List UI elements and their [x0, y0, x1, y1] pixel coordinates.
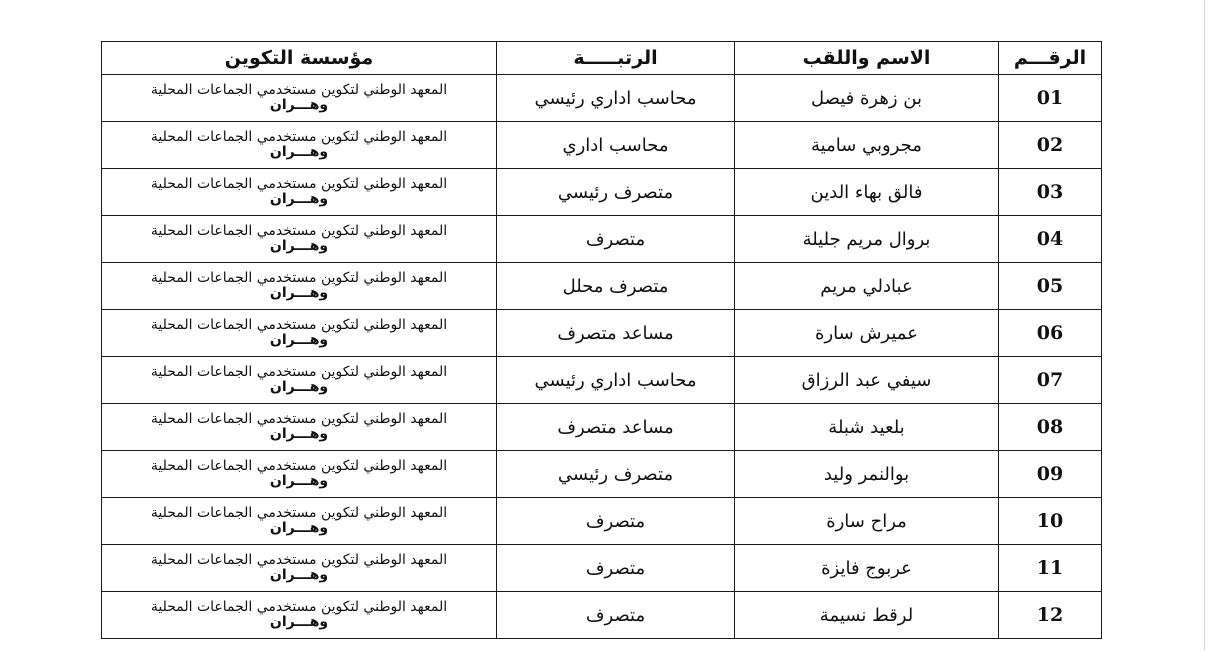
row-rank: متصرف — [497, 216, 735, 263]
institution-name: المعهد الوطني لتكوين مستخدمي الجماعات المحلية — [150, 82, 448, 99]
row-name: مجروبي سامية — [735, 122, 999, 169]
institution-name: المعهد الوطني لتكوين مستخدمي الجماعات المحلية — [150, 505, 448, 522]
row-rank: محاسب اداري رئيسي — [497, 357, 735, 404]
row-number: 01 — [999, 75, 1102, 122]
table-row — [102, 122, 1102, 169]
header-institution: مؤسسة التكوين — [102, 42, 497, 75]
row-number: 07 — [999, 357, 1102, 404]
row-institution — [102, 404, 497, 451]
table-row — [102, 357, 1102, 404]
row-rank: متصرف — [497, 592, 735, 639]
row-institution — [102, 451, 497, 498]
row-name: سيفي عبد الرزاق — [735, 357, 999, 404]
institution-city: وهـــران — [269, 426, 329, 442]
table-row — [102, 545, 1102, 592]
institution-city: وهـــران — [269, 567, 329, 583]
table-row — [102, 216, 1102, 263]
table-row — [102, 404, 1102, 451]
row-institution — [102, 169, 497, 216]
row-rank: متصرف رئيسي — [497, 451, 735, 498]
row-number: 03 — [999, 169, 1102, 216]
institution-name: المعهد الوطني لتكوين مستخدمي الجماعات المحلية — [150, 599, 448, 616]
row-rank: مساعد متصرف — [497, 404, 735, 451]
table-row — [102, 310, 1102, 357]
institution-name: المعهد الوطني لتكوين مستخدمي الجماعات المحلية — [150, 270, 448, 287]
row-name: بن زهرة فيصل — [735, 75, 999, 122]
row-number: 09 — [999, 451, 1102, 498]
row-name: بوالنمر وليد — [735, 451, 999, 498]
row-rank: محاسب اداري — [497, 122, 735, 169]
institution-city: وهـــران — [269, 144, 329, 160]
institution-city: وهـــران — [269, 379, 329, 395]
institution-name: المعهد الوطني لتكوين مستخدمي الجماعات المحلية — [150, 129, 448, 146]
header-number: الرقـــم — [999, 42, 1102, 75]
row-name: بلعيد شبلة — [735, 404, 999, 451]
row-institution — [102, 216, 497, 263]
trainees-table — [101, 41, 1102, 639]
row-name: بروال مريم جليلة — [735, 216, 999, 263]
row-number: 04 — [999, 216, 1102, 263]
institution-city: وهـــران — [269, 614, 329, 630]
row-name: عميرش سارة — [735, 310, 999, 357]
row-institution — [102, 75, 497, 122]
row-number: 05 — [999, 263, 1102, 310]
table-row — [102, 75, 1102, 122]
row-rank: متصرف محلل — [497, 263, 735, 310]
row-name: مراح سارة — [735, 498, 999, 545]
header-name: الاسم واللقب — [735, 42, 999, 75]
table-row — [102, 263, 1102, 310]
institution-city: وهـــران — [269, 285, 329, 301]
institution-city: وهـــران — [269, 332, 329, 348]
row-institution — [102, 122, 497, 169]
row-institution — [102, 498, 497, 545]
institution-name: المعهد الوطني لتكوين مستخدمي الجماعات المحلية — [150, 364, 448, 381]
institution-city: وهـــران — [269, 191, 329, 207]
header-rank: الرتبـــــة — [497, 42, 735, 75]
row-number: 02 — [999, 122, 1102, 169]
institution-name: المعهد الوطني لتكوين مستخدمي الجماعات المحلية — [150, 317, 448, 334]
row-rank: متصرف — [497, 545, 735, 592]
row-number: 06 — [999, 310, 1102, 357]
table-row — [102, 592, 1102, 639]
row-number: 08 — [999, 404, 1102, 451]
row-number: 11 — [999, 545, 1102, 592]
institution-city: وهـــران — [269, 238, 329, 254]
row-number: 10 — [999, 498, 1102, 545]
institution-name: المعهد الوطني لتكوين مستخدمي الجماعات المحلية — [150, 458, 448, 475]
table-row — [102, 451, 1102, 498]
row-number: 12 — [999, 592, 1102, 639]
row-rank: محاسب اداري رئيسي — [497, 75, 735, 122]
row-institution — [102, 263, 497, 310]
institution-name: المعهد الوطني لتكوين مستخدمي الجماعات المحلية — [150, 223, 448, 240]
institution-name: المعهد الوطني لتكوين مستخدمي الجماعات المحلية — [150, 552, 448, 569]
row-rank: متصرف رئيسي — [497, 169, 735, 216]
row-institution — [102, 310, 497, 357]
row-institution — [102, 592, 497, 639]
row-name: فالق بهاء الدين — [735, 169, 999, 216]
row-rank: مساعد متصرف — [497, 310, 735, 357]
row-institution — [102, 545, 497, 592]
row-rank: متصرف — [497, 498, 735, 545]
row-name: لرقط نسيمة — [735, 592, 999, 639]
table-row — [102, 498, 1102, 545]
institution-city: وهـــران — [269, 520, 329, 536]
table-header-row — [102, 42, 1102, 75]
row-institution — [102, 357, 497, 404]
institution-city: وهـــران — [269, 473, 329, 489]
institution-name: المعهد الوطني لتكوين مستخدمي الجماعات المحلية — [150, 411, 448, 428]
institution-name: المعهد الوطني لتكوين مستخدمي الجماعات المحلية — [150, 176, 448, 193]
institution-city: وهـــران — [269, 97, 329, 113]
table-row — [102, 169, 1102, 216]
document-page — [101, 41, 1101, 639]
row-name: عبادلي مريم — [735, 263, 999, 310]
row-name: عربوج فايزة — [735, 545, 999, 592]
